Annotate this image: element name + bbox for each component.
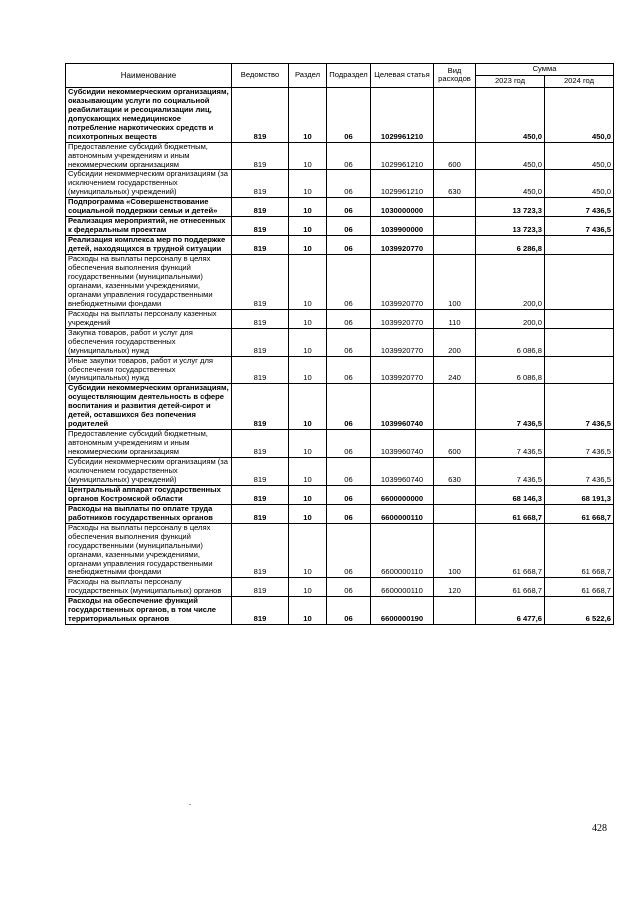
cell-dept: 819 [232, 458, 289, 486]
cell-y2024: 7 436,5 [545, 384, 614, 430]
table-row [66, 356, 614, 384]
cell-sub: 06 [327, 142, 371, 170]
cell-dept: 819 [232, 523, 289, 578]
cell-y2023: 61 668,7 [476, 523, 545, 578]
header-section: Раздел [289, 64, 327, 88]
cell-dept: 819 [232, 236, 289, 255]
header-name: Наименование [66, 64, 232, 88]
cell-target: 1030000000 [371, 198, 434, 217]
cell-dept: 819 [232, 309, 289, 328]
table-row [66, 384, 614, 430]
cell-type: 600 [434, 430, 476, 458]
cell-dept: 819 [232, 170, 289, 198]
header-year-2024: 2024 год [545, 75, 614, 87]
cell-y2024 [545, 328, 614, 356]
cell-y2023: 450,0 [476, 170, 545, 198]
table-row [66, 597, 614, 625]
cell-type: 120 [434, 578, 476, 597]
table-row [66, 430, 614, 458]
cell-target: 1029961210 [371, 170, 434, 198]
cell-sub: 06 [327, 578, 371, 597]
cell-name: Субсидии некоммерческим организациям (за исключением государственных (муниципальных) учреждений) [66, 170, 232, 198]
cell-section: 10 [289, 255, 327, 310]
cell-section: 10 [289, 485, 327, 504]
cell-name: Реализация мероприятий, не отнесенных к федеральным проектам [66, 217, 232, 236]
cell-type: 630 [434, 170, 476, 198]
header-target: Целевая статья [371, 64, 434, 88]
cell-name: Субсидии некоммерческим организациям (за исключением государственных (муниципальных) учреждений) [66, 458, 232, 486]
cell-name: Расходы на выплаты персоналу в целях обеспечения выполнения функций государственными (муниципальными) органами, казенными учреждениями, органами управления государственными внебюджетными фондами [66, 255, 232, 310]
table-row [66, 142, 614, 170]
cell-name: Расходы на выплаты персоналу в целях обеспечения выполнения функций государственными (муниципальными) органами, казенными учреждениями, органами управления государственными внебюджетными фондами [66, 523, 232, 578]
cell-y2023: 200,0 [476, 309, 545, 328]
cell-y2024: 7 436,5 [545, 217, 614, 236]
cell-sub: 06 [327, 309, 371, 328]
cell-name: Подпрограмма «Совершенствование социальной поддержки семьи и детей» [66, 198, 232, 217]
cell-section: 10 [289, 142, 327, 170]
cell-section: 10 [289, 356, 327, 384]
cell-name: Центральный аппарат государственных органов Костромской области [66, 485, 232, 504]
cell-y2023: 450,0 [476, 87, 545, 142]
cell-sub: 06 [327, 87, 371, 142]
cell-dept: 819 [232, 430, 289, 458]
cell-sub: 06 [327, 384, 371, 430]
cell-target: 1039920770 [371, 309, 434, 328]
cell-name: Расходы на выплаты персоналу казенных учреждений [66, 309, 232, 328]
cell-y2023: 6 286,8 [476, 236, 545, 255]
cell-type [434, 485, 476, 504]
budget-table [65, 63, 614, 625]
cell-name: Расходы на выплаты по оплате труда работников государственных органов [66, 504, 232, 523]
cell-y2024: 7 436,5 [545, 198, 614, 217]
cell-sub: 06 [327, 523, 371, 578]
cell-sub: 06 [327, 198, 371, 217]
cell-sub: 06 [327, 458, 371, 486]
cell-type [434, 597, 476, 625]
cell-dept: 819 [232, 504, 289, 523]
cell-target: 1029961210 [371, 142, 434, 170]
cell-y2024: 61 668,7 [545, 523, 614, 578]
table-row [66, 217, 614, 236]
cell-section: 10 [289, 236, 327, 255]
cell-sub: 06 [327, 597, 371, 625]
cell-y2024 [545, 309, 614, 328]
cell-target: 6600000110 [371, 504, 434, 523]
cell-y2023: 7 436,5 [476, 430, 545, 458]
cell-sub: 06 [327, 236, 371, 255]
cell-sub: 06 [327, 255, 371, 310]
table-body [66, 87, 614, 624]
cell-y2023: 7 436,5 [476, 384, 545, 430]
cell-name: Субсидии некоммерческим организациям, оказывающим услуги по социальной реабилитации и ресоциализации лиц, допускающих немедицинское потребление наркотических средств и психотропных веществ [66, 87, 232, 142]
table-row [66, 523, 614, 578]
cell-type [434, 87, 476, 142]
cell-name: Предоставление субсидий бюджетным, автономным учреждениям и иным некоммерческим организациям [66, 430, 232, 458]
cell-name: Иные закупки товаров, работ и услуг для обеспечения государственных (муниципальных) нужд [66, 356, 232, 384]
cell-dept: 819 [232, 255, 289, 310]
cell-y2023: 61 668,7 [476, 578, 545, 597]
cell-section: 10 [289, 170, 327, 198]
cell-y2023: 61 668,7 [476, 504, 545, 523]
cell-section: 10 [289, 597, 327, 625]
cell-type [434, 384, 476, 430]
cell-type [434, 504, 476, 523]
cell-y2024: 61 668,7 [545, 578, 614, 597]
cell-type: 240 [434, 356, 476, 384]
cell-type [434, 217, 476, 236]
cell-type: 630 [434, 458, 476, 486]
table-row [66, 236, 614, 255]
cell-dept: 819 [232, 597, 289, 625]
cell-target: 1039920770 [371, 255, 434, 310]
cell-sub: 06 [327, 328, 371, 356]
cell-y2024: 450,0 [545, 142, 614, 170]
cell-sub: 06 [327, 430, 371, 458]
cell-target: 1039920770 [371, 328, 434, 356]
cell-dept: 819 [232, 198, 289, 217]
cell-dept: 819 [232, 356, 289, 384]
header-subsection: Подраздел [327, 64, 371, 88]
cell-target: 1039960740 [371, 384, 434, 430]
cell-target: 6600000110 [371, 523, 434, 578]
cell-dept: 819 [232, 217, 289, 236]
cell-name: Субсидии некоммерческим организациям, осуществляющим деятельность в сфере воспитания и развития детей-сирот и детей, оставшихся без попечения родителей [66, 384, 232, 430]
cell-section: 10 [289, 504, 327, 523]
header-dept: Ведомство [232, 64, 289, 88]
cell-dept: 819 [232, 485, 289, 504]
cell-target: 6600000000 [371, 485, 434, 504]
table-row [66, 87, 614, 142]
cell-y2023: 13 723,3 [476, 198, 545, 217]
cell-target: 1039920770 [371, 356, 434, 384]
cell-y2024 [545, 255, 614, 310]
table-row [66, 198, 614, 217]
cell-y2023: 6 477,6 [476, 597, 545, 625]
table-row [66, 255, 614, 310]
cell-name: Закупка товаров, работ и услуг для обеспечения государственных (муниципальных) нужд [66, 328, 232, 356]
cell-y2024: 68 191,3 [545, 485, 614, 504]
table-row [66, 170, 614, 198]
table-row [66, 504, 614, 523]
cell-section: 10 [289, 217, 327, 236]
cell-type: 100 [434, 523, 476, 578]
cell-y2024 [545, 356, 614, 384]
table-row [66, 309, 614, 328]
cell-section: 10 [289, 328, 327, 356]
cell-dept: 819 [232, 87, 289, 142]
cell-section: 10 [289, 384, 327, 430]
cell-y2024: 7 436,5 [545, 430, 614, 458]
cell-type: 110 [434, 309, 476, 328]
table-row [66, 578, 614, 597]
cell-y2023: 13 723,3 [476, 217, 545, 236]
cell-y2023: 450,0 [476, 142, 545, 170]
cell-target: 1029961210 [371, 87, 434, 142]
cell-dept: 819 [232, 328, 289, 356]
cell-name: Предоставление субсидий бюджетным, автономным учреждениям и иным некоммерческим организациям [66, 142, 232, 170]
cell-type: 600 [434, 142, 476, 170]
header-type: Вид расходов [434, 64, 476, 88]
cell-section: 10 [289, 309, 327, 328]
cell-y2024: 7 436,5 [545, 458, 614, 486]
cell-target: 1039960740 [371, 458, 434, 486]
cell-sub: 06 [327, 485, 371, 504]
cell-section: 10 [289, 430, 327, 458]
cell-sub: 06 [327, 170, 371, 198]
cell-section: 10 [289, 578, 327, 597]
cell-type: 200 [434, 328, 476, 356]
table-row [66, 485, 614, 504]
cell-y2023: 200,0 [476, 255, 545, 310]
cell-y2024: 450,0 [545, 170, 614, 198]
cell-target: 6600000110 [371, 578, 434, 597]
cell-section: 10 [289, 198, 327, 217]
cell-y2024 [545, 236, 614, 255]
cell-section: 10 [289, 523, 327, 578]
cell-y2024: 6 522,6 [545, 597, 614, 625]
cell-section: 10 [289, 458, 327, 486]
cell-y2023: 6 086,8 [476, 356, 545, 384]
cell-y2023: 6 086,8 [476, 328, 545, 356]
cell-dept: 819 [232, 142, 289, 170]
cell-target: 1039960740 [371, 430, 434, 458]
header-year-2023: 2023 год [476, 75, 545, 87]
table-row [66, 458, 614, 486]
cell-y2023: 68 146,3 [476, 485, 545, 504]
cell-name: Расходы на обеспечение функций государственных органов, в том числе территориальных органов [66, 597, 232, 625]
table-row [66, 328, 614, 356]
cell-sub: 06 [327, 356, 371, 384]
cell-sub: 06 [327, 504, 371, 523]
cell-dept: 819 [232, 384, 289, 430]
header-sum: Сумма [476, 64, 614, 76]
cell-dept: 819 [232, 578, 289, 597]
page-number: 428 [592, 823, 607, 834]
cell-name: Расходы на выплаты персоналу государственных (муниципальных) органов [66, 578, 232, 597]
cell-type [434, 198, 476, 217]
stray-mark: - [189, 802, 191, 808]
cell-y2023: 7 436,5 [476, 458, 545, 486]
cell-section: 10 [289, 87, 327, 142]
cell-target: 1039900000 [371, 217, 434, 236]
cell-target: 1039920770 [371, 236, 434, 255]
cell-y2024: 450,0 [545, 87, 614, 142]
cell-type: 100 [434, 255, 476, 310]
cell-y2024: 61 668,7 [545, 504, 614, 523]
cell-sub: 06 [327, 217, 371, 236]
cell-type [434, 236, 476, 255]
cell-target: 6600000190 [371, 597, 434, 625]
cell-name: Реализация комплекса мер по поддержке детей, находящихся в трудной ситуации [66, 236, 232, 255]
